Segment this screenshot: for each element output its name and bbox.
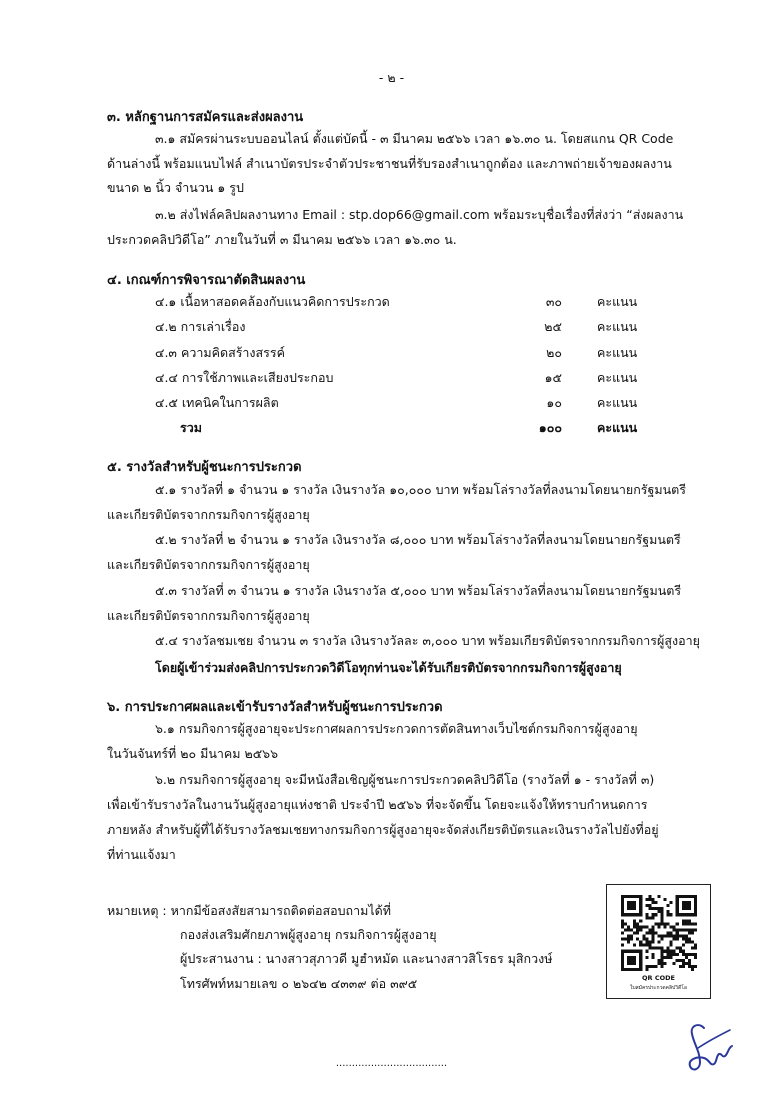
qr-code-image[interactable] [621, 895, 697, 971]
section-3-1-line-2: ด้านล่างนี้ พร้อมแนบไฟล์ สำเนาบัตรประจำตัวประชาชนที่รับรองสำเนาถูกต้อง และภาพถ่ายเจ้าของผลงาน [107, 156, 672, 171]
section-5-4: ๕.๔ รางวัลชมเชย จำนวน ๓ รางวัล เงินรางวัลละ ๓,๐๐๐ บาท พร้อมเกียรติบัตรจากกรมกิจการผู้สูงอายุ [155, 633, 700, 648]
section-3-1-line-3: ขนาด ๒ นิ้ว จำนวน ๑ รูป [107, 180, 244, 195]
section-4-heading: ๔. เกณฑ์การพิจารณาตัดสินผลงาน [107, 273, 306, 288]
section-6-2-line-2: เพื่อเข้ารับรางวัลในงานวันผู้สูงอายุแห่งชาติ ประจำปี ๒๕๖๖ ที่จะจัดขึ้น โดยจะแจ้งให้ทราบกำหนดการ [107, 797, 648, 812]
criterion-score: ๒๕ [544, 319, 562, 334]
criterion-score: ๑๕ [544, 370, 562, 385]
section-3-2-line-2: ประกวดคลิปวิดีโอ” ภายในวันที่ ๓ มีนาคม ๒๕๖๖ เวลา ๑๖.๓๐ น. [107, 232, 457, 247]
section-6-2-line-3: ภายหลัง สำหรับผู้ที่ได้รับรางวัลชมเชยทางกรมกิจการผู้สูงอายุจะจัดส่งเกียรติบัตรและเงินรางวัลไปยังที่อยู่ [107, 822, 659, 837]
criterion-score: ๓๐ [545, 294, 562, 309]
section-6-heading: ๖. การประกาศผลและเข้ารับรางวัลสำหรับผู้ชนะการประกวด [107, 700, 443, 715]
section-6-2-line-1: ๖.๒ กรมกิจการผู้สูงอายุ จะมีหนังสือเชิญผู้ชนะการประกวดคลิปวิดีโอ (รางวัลที่ ๑ - รางวัลที่ ๓) [155, 772, 655, 787]
criterion-label: ๔.๑ เนื้อหาสอดคล้องกับแนวคิดการประกวด [155, 294, 390, 309]
criterion-unit: คะแนน [597, 345, 638, 360]
qr-title: QR CODE [642, 974, 675, 982]
total-unit: คะแนน [597, 420, 638, 435]
criterion-unit: คะแนน [597, 319, 638, 334]
criterion-label: ๔.๒ การเล่าเรื่อง [155, 319, 246, 334]
section-6-1-line-1: ๖.๑ กรมกิจการผู้สูงอายุจะประกาศผลการประกวดการตัดสินทางเว็บไซต์กรมกิจการผู้สูงอายุ [155, 721, 638, 736]
section-5-2-line-2: และเกียรติบัตรจากกรมกิจการผู้สูงอายุ [107, 557, 310, 572]
total-score: ๑๐๐ [538, 420, 562, 435]
criterion-score: ๑๐ [546, 395, 562, 410]
total-label: รวม [180, 420, 202, 435]
section-3-1-line-1: ๓.๑ สมัครผ่านระบบออนไลน์ ตั้งแต่บัดนี้ - ๓ มีนาคม ๒๕๖๖ เวลา ๑๖.๓๐ น. โดยสแกน QR Code [155, 131, 674, 146]
criterion-label: ๔.๓ ความคิดสร้างสรรค์ [155, 345, 285, 360]
criterion-unit: คะแนน [597, 370, 638, 385]
qr-code-box[interactable] [606, 884, 711, 999]
remarks-line-1: หมายเหตุ : หากมีข้อสงสัยสามารถติดต่อสอบถามได้ที่ [107, 903, 392, 918]
criterion-label: ๔.๕ เทคนิคในการผลิต [155, 395, 279, 410]
criterion-unit: คะแนน [597, 395, 638, 410]
section-3-2-line-1: ๓.๒ ส่งไฟล์คลิปผลงานทาง Email : stp.dop66@gmail.com พร้อมระบุชื่อเรื่องที่ส่งว่า “ส่งผลงาน [155, 207, 684, 222]
remarks-line-2: กองส่งเสริมศักยภาพผู้สูงอายุ กรมกิจการผู้สูงอายุ [180, 927, 437, 942]
criterion-unit: คะแนน [597, 294, 638, 309]
remarks-line-4: โทรศัพท์หมายเลข ๐ ๒๖๔๒ ๔๓๓๙ ต่อ ๓๙๕ [180, 976, 418, 991]
page-number: - ๒ - [378, 70, 405, 85]
section-5-3-line-2: และเกียรติบัตรจากกรมกิจการผู้สูงอายุ [107, 608, 310, 623]
qr-subtitle: ใบสมัครประกวดคลิปวิดีโอ [630, 985, 687, 991]
section-5-2-line-1: ๕.๒ รางวัลที่ ๒ จำนวน ๑ รางวัล เงินรางวัล ๘,๐๐๐ บาท พร้อมโล่รางวัลที่ลงนามโดยนายกรัฐมนตรี [155, 532, 681, 547]
section-5-heading: ๕. รางวัลสำหรับผู้ชนะการประกวด [107, 460, 302, 475]
criterion-label: ๔.๔ การใช้ภาพและเสียงประกอบ [155, 370, 334, 385]
criterion-score: ๒๐ [546, 345, 562, 360]
remarks-line-3: ผู้ประสานงาน : นางสาวสุภาวดี มูฮำหมัด และนางสาวสิโรธร มุสิกวงษ์ [180, 951, 553, 966]
section-6-2-line-4: ที่ท่านแจ้งมา [107, 847, 176, 862]
section-6-1-line-2: ในวันจันทร์ที่ ๒๐ มีนาคม ๒๕๖๖ [107, 746, 279, 761]
section-5-note: โดยผู้เข้าร่วมส่งคลิปการประกวดวิดีโอทุกท่านจะได้รับเกียรติบัตรจากกรมกิจการผู้สูงอายุ [155, 660, 622, 675]
footer-dots: ................................... [335, 1058, 448, 1069]
section-5-1-line-1: ๕.๑ รางวัลที่ ๑ จำนวน ๑ รางวัล เงินรางวัล ๑๐,๐๐๐ บาท พร้อมโล่รางวัลที่ลงนามโดยนายกรัฐมนตรี [155, 482, 687, 497]
section-5-1-line-2: และเกียรติบัตรจากกรมกิจการผู้สูงอายุ [107, 507, 310, 522]
section-3-heading: ๓. หลักฐานการสมัครและส่งผลงาน [107, 110, 304, 125]
section-5-3-line-1: ๕.๓ รางวัลที่ ๓ จำนวน ๑ รางวัล เงินรางวัล ๕,๐๐๐ บาท พร้อมโล่รางวัลที่ลงนามโดยนายกรัฐมนตรี [155, 583, 682, 598]
